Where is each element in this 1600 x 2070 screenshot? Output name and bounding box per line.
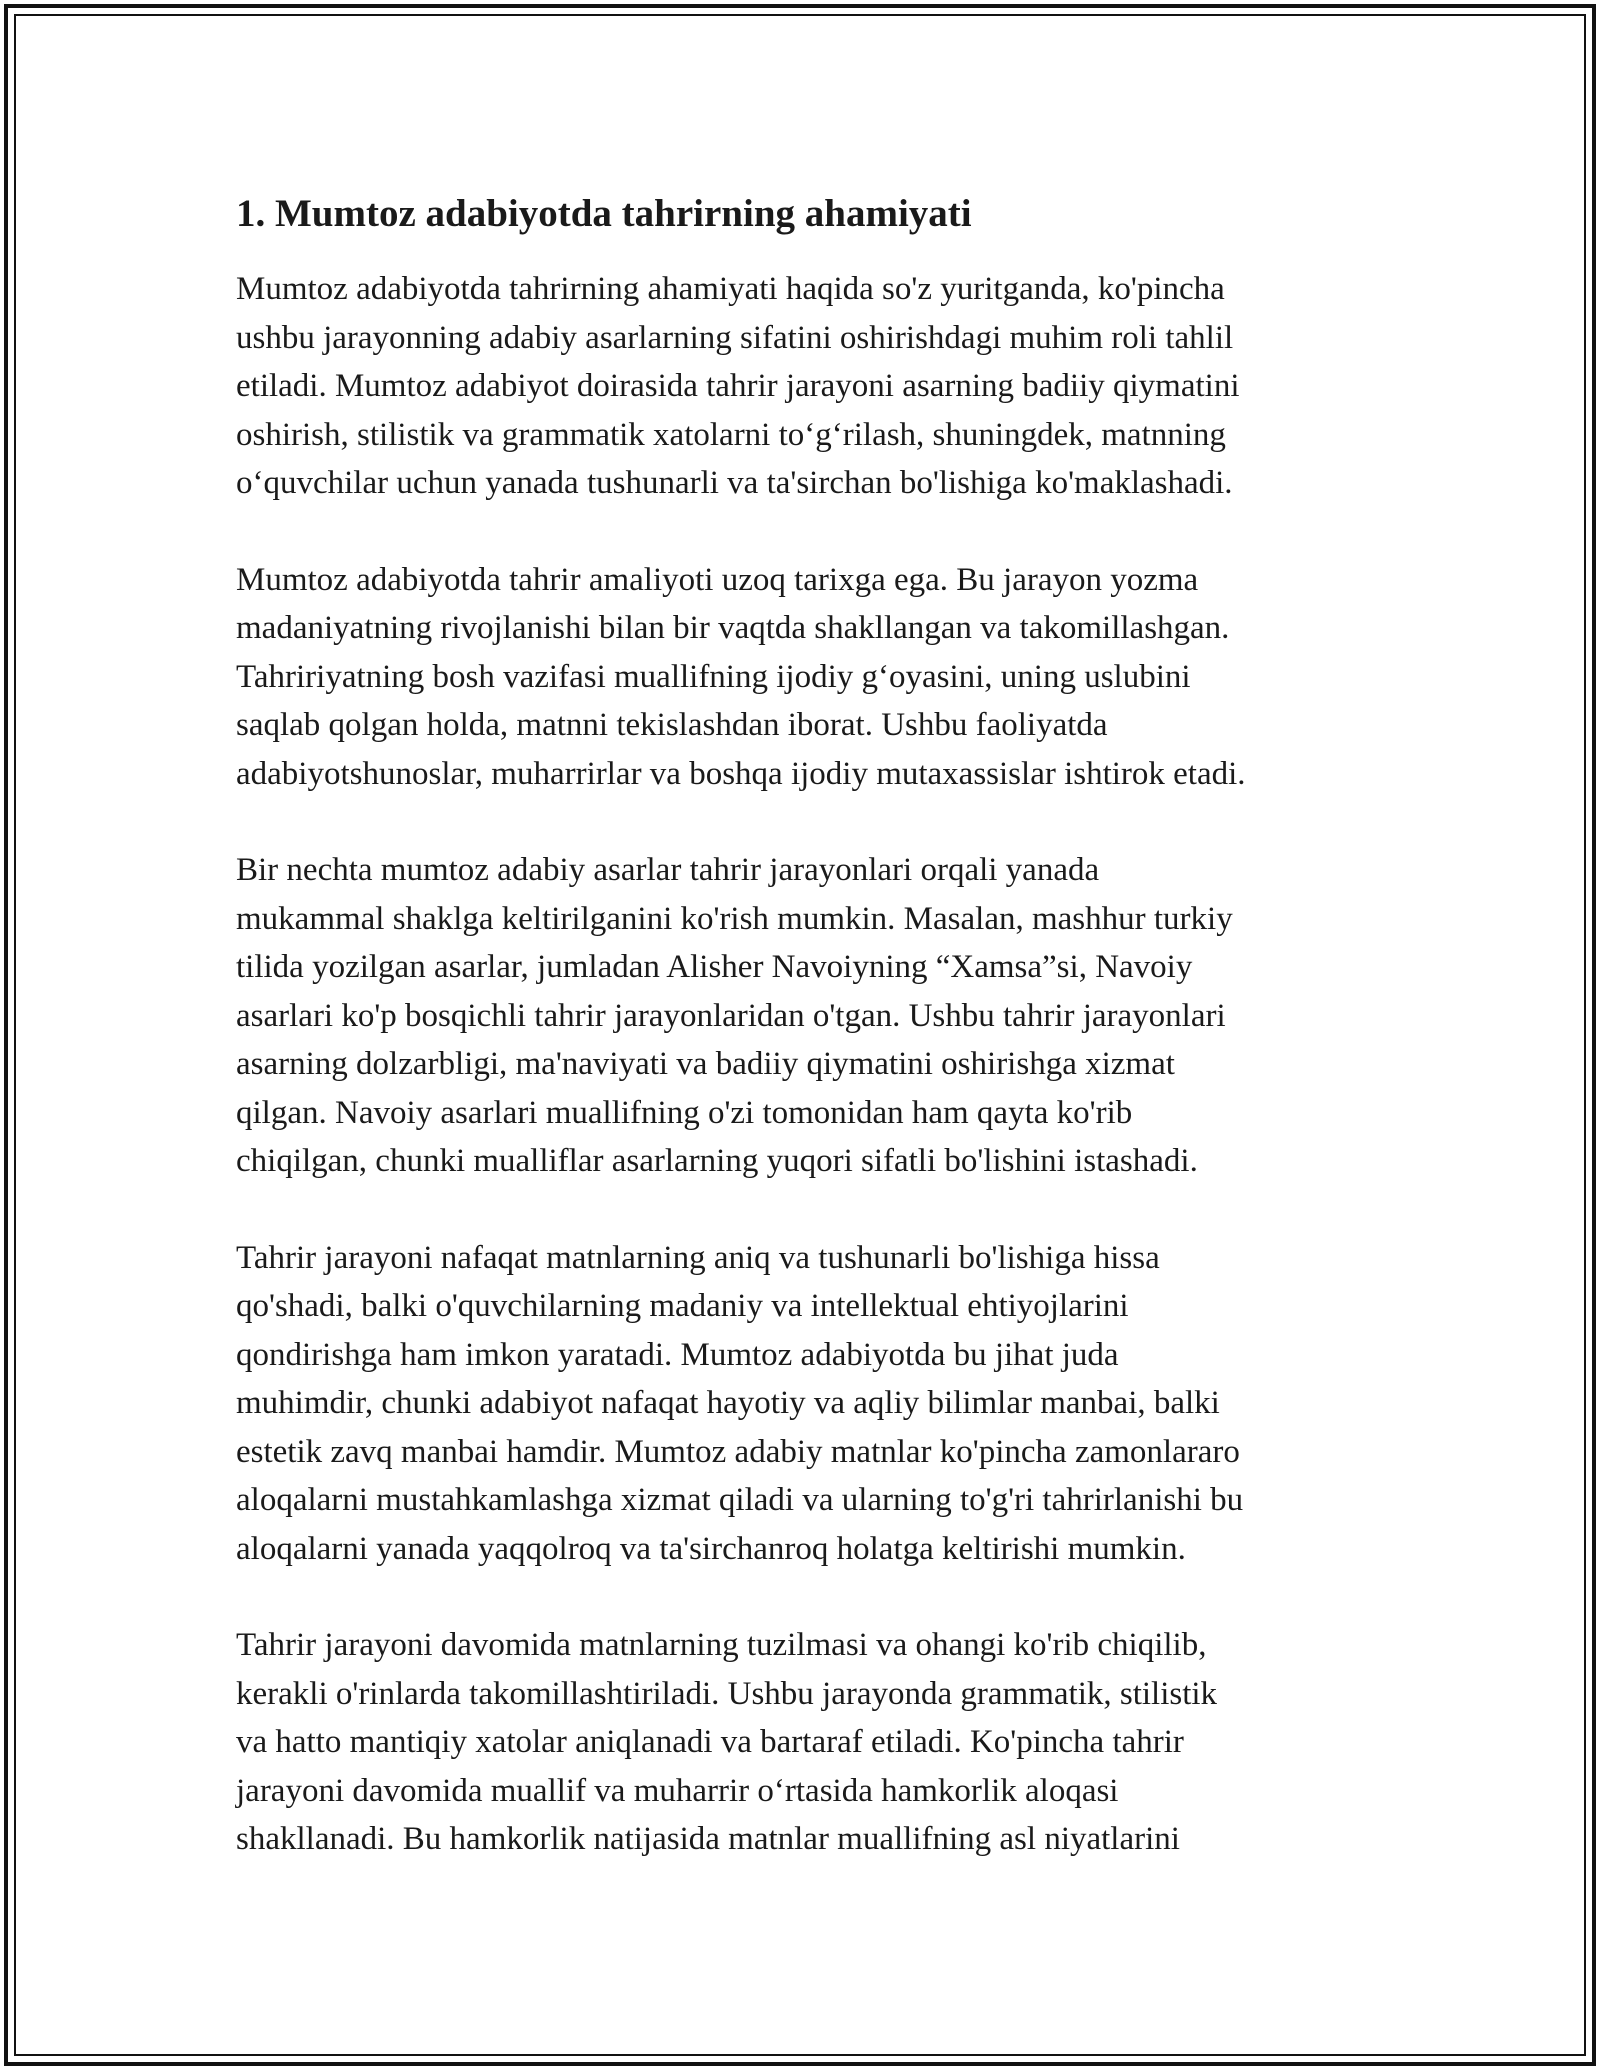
text-line: tilida yozilgan asarlar, jumladan Alisher Navoiyning “Xamsa”si, Navoiy	[236, 949, 1193, 985]
text-line: Tahrir jarayoni davomida matnlarning tuzilmasi va ohangi ko'rib chiqilib,	[236, 1627, 1207, 1663]
text-line: ushbu jarayonning adabiy asarlarning sifatini oshirishdagi muhim roli tahlil	[236, 319, 1234, 356]
text-line: etiladi. Mumtoz adabiyot doirasida tahrir jarayoni asarning badiiy qiymatini	[236, 368, 1240, 404]
paragraph-1	[236, 265, 1376, 508]
text-line: aloqalarni mustahkamlashga xizmat qiladi va ularning to'g'ri tahrirlanishi bu	[236, 1482, 1244, 1518]
text-line: Tahririyatning bosh vazifasi muallifning ijodiy g‘oyasini, uning uslubini	[236, 658, 1191, 695]
section-heading: 1. Mumtoz adabiyotda tahrirning ahamiyati	[236, 192, 972, 235]
text-line: adabiyotshunoslar, muharrirlar va boshqa ijodiy mutaxassislar ishtirok etadi.	[236, 755, 1246, 792]
text-line: qilgan. Navoiy asarlari muallifning o'zi tomonidan ham qayta ko'rib	[236, 1094, 1133, 1131]
text-line: aloqalarni yanada yaqqolroq va ta'sirchanroq holatga keltirishi mumkin.	[236, 1530, 1186, 1567]
text-line: shakllanadi. Bu hamkorlik natijasida matnlar muallifning asl niyatlarini	[236, 1821, 1180, 1857]
text-line: Bir nechta mumtoz adabiy asarlar tahrir jarayonlari orqali yanada	[236, 852, 1100, 888]
text-line: asarning dolzarbligi, ma'naviyati va badiiy qiymatini oshirishga xizmat	[236, 1046, 1175, 1082]
document-body	[236, 186, 1376, 1912]
text-line: asarlari ko'p bosqichli tahrir jarayonlaridan o'tgan. Ushbu tahrir jarayonlari	[236, 997, 1226, 1034]
paragraph-4	[236, 1234, 1376, 1574]
text-line: Mumtoz adabiyotda tahrir amaliyoti uzoq tarixga ega. Bu jarayon yozma	[236, 561, 1199, 598]
text-line: madaniyatning rivojlanishi bilan bir vaqtda shakllangan va takomillashgan.	[236, 610, 1230, 646]
text-line: o‘quvchilar uchun yanada tushunarli va ta'sirchan bo'lishiga ko'maklashadi.	[236, 465, 1233, 501]
paragraph-5	[236, 1621, 1376, 1864]
text-line: kerakli o'rinlarda takomillashtiriladi. Ushbu jarayonda grammatik, stilistik	[236, 1675, 1218, 1712]
paragraph-2	[236, 556, 1376, 799]
text-line: qo'shadi, balki o'quvchilarning madaniy va intellektual ehtiyojlarini	[236, 1288, 1129, 1324]
text-line: muhimdir, chunki adabiyot nafaqat hayotiy va aqliy bilimlar manbai, balki	[236, 1385, 1220, 1421]
text-line: chiqilgan, chunki mualliflar asarlarning yuqori sifatli bo'lishini istashadi.	[236, 1143, 1198, 1179]
text-line: va hatto mantiqiy xatolar aniqlanadi va bartaraf etiladi. Ko'pincha tahrir	[236, 1724, 1184, 1760]
text-line: Tahrir jarayoni nafaqat matnlarning aniq va tushunarli bo'lishiga hissa	[236, 1239, 1160, 1276]
paragraph-3	[236, 846, 1376, 1186]
text-line: jarayoni davomida muallif va muharrir o‘rtasida hamkorlik aloqasi	[236, 1772, 1119, 1809]
text-line: qondirishga ham imkon yaratadi. Mumtoz adabiyotda bu jihat juda	[236, 1336, 1119, 1373]
text-line: mukammal shaklga keltirilganini ko'rish mumkin. Masalan, mashhur turkiy	[236, 900, 1233, 937]
text-line: oshirish, stilistik va grammatik xatolarni to‘g‘rilash, shuningdek, matnning	[236, 416, 1226, 453]
text-line: estetik zavq manbai hamdir. Mumtoz adabiy matnlar ko'pincha zamonlararo	[236, 1433, 1240, 1470]
text-line: Mumtoz adabiyotda tahrirning ahamiyati haqida so'z yuritganda, ko'pincha	[236, 271, 1225, 307]
text-line: saqlab qolgan holda, matnni tekislashdan iborat. Ushbu faoliyatda	[236, 707, 1108, 743]
